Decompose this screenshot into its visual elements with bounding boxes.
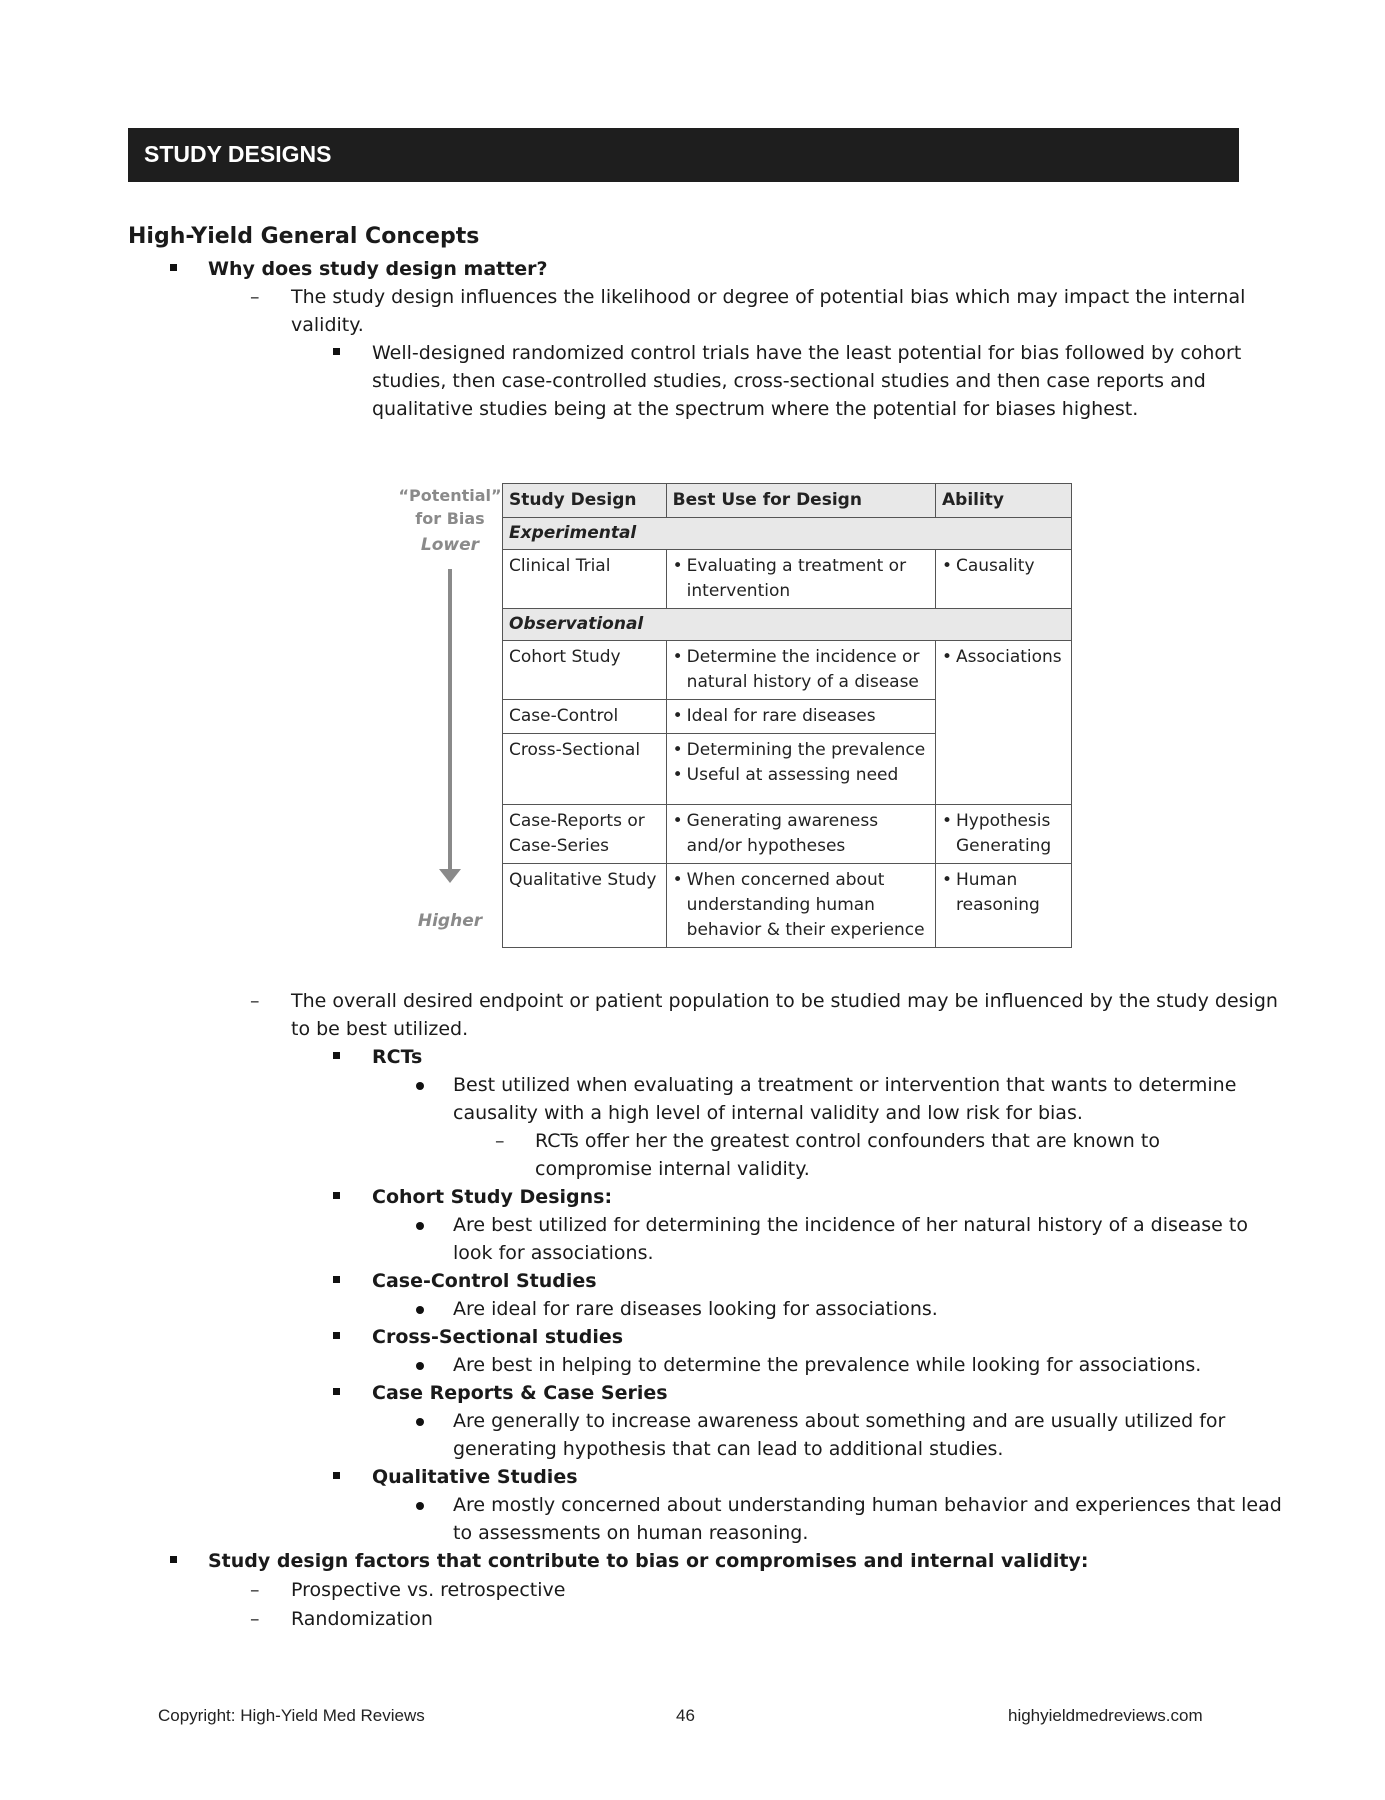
cohort-heading: Cohort Study Designs:: [372, 1186, 613, 1208]
table-header-row: [503, 484, 1072, 518]
design-cell: Cohort Study: [503, 641, 667, 700]
q1-detail-line: studies, then case-controlled studies, cross-sectional studies and then case reports and: [372, 370, 1206, 392]
ability-cell: [936, 550, 1072, 609]
ability-cell: [936, 864, 1072, 948]
bias-scale: [394, 485, 506, 935]
round-bullet-icon: [416, 1418, 424, 1426]
q1-detail-line: Well-designed randomized control trials have the least potential for bias followed by cohort: [372, 342, 1242, 364]
endpoint-line: to be best utilized.: [291, 1018, 469, 1040]
design-cell: Cross-Sectional: [503, 734, 667, 805]
round-bullet-icon: [416, 1362, 424, 1370]
qualitative-text-line: to assessments on human reasoning.: [453, 1522, 809, 1544]
use-text: When concerned about: [686, 870, 885, 890]
round-bullet-icon: [416, 1082, 424, 1090]
casereports-text-line: Are generally to increase awareness about something and are usually utilized for: [453, 1410, 1226, 1432]
square-bullet-icon: [333, 1052, 340, 1059]
cross-heading: Cross-Sectional studies: [372, 1326, 624, 1348]
dash-bullet: –: [250, 1608, 260, 1630]
square-bullet-icon: [333, 1388, 340, 1395]
use-cell: [666, 864, 935, 948]
use-text: • Determining the prevalence: [673, 738, 929, 763]
arrow-down-icon: [439, 869, 461, 883]
round-bullet-icon: [416, 1306, 424, 1314]
use-cell: [666, 550, 935, 609]
ability-text: • Associations: [942, 645, 1065, 670]
q2-heading: Study design factors that contribute to bias or compromises and internal validity:: [208, 1550, 1089, 1572]
ability-text: Generating: [956, 836, 1052, 856]
footer-website: highyieldmedreviews.com: [1008, 1706, 1203, 1725]
dash-bullet: –: [250, 286, 260, 308]
bias-label-line: “Potential”: [398, 486, 502, 505]
use-text: • Useful at assessing need: [673, 763, 929, 788]
bias-arrow-shaft: [448, 569, 452, 871]
subsection-title: High-Yield General Concepts: [128, 224, 480, 249]
casecontrol-text: Are ideal for rare diseases looking for associations.: [453, 1298, 938, 1320]
column-header: Ability: [936, 484, 1072, 518]
casereports-text-line: generating hypothesis that can lead to additional studies.: [453, 1438, 1004, 1460]
use-cell: [666, 734, 935, 805]
group-label-observational: Observational: [503, 609, 1072, 641]
ability-cell: [936, 641, 1072, 805]
use-text: Evaluating a treatment or: [686, 556, 907, 576]
square-bullet-icon: [333, 348, 340, 355]
column-header: Study Design: [503, 484, 667, 518]
design-cell: Clinical Trial: [503, 550, 667, 609]
dash-bullet: –: [250, 990, 260, 1012]
q1-detail-line: qualitative studies being at the spectrum where the potential for biases highest.: [372, 398, 1139, 420]
section-header-title: STUDY DESIGNS: [144, 141, 332, 167]
dash-bullet: –: [250, 1579, 260, 1601]
square-bullet-icon: [333, 1332, 340, 1339]
table-group-row: [503, 518, 1072, 550]
rcts-text-line: causality with a high level of internal validity and low risk for bias.: [453, 1102, 1083, 1124]
section-header-bar: [128, 128, 1239, 182]
use-text: • Ideal for rare diseases: [673, 704, 929, 729]
column-header: Best Use for Design: [666, 484, 935, 518]
use-cell: [666, 641, 935, 700]
factor-item: Prospective vs. retrospective: [291, 1579, 566, 1601]
design-cell: Case-Control: [503, 700, 667, 734]
table-row: [503, 641, 1072, 700]
bias-lower-label: Lower: [420, 535, 480, 555]
rcts-sub-line: RCTs offer her the greatest control confounders that are known to: [535, 1130, 1160, 1152]
square-bullet-icon: [170, 1556, 177, 1563]
ability-cell: [936, 805, 1072, 864]
square-bullet-icon: [170, 264, 177, 271]
design-text: Case-Reports or: [509, 811, 645, 831]
use-text: intervention: [686, 581, 791, 601]
rcts-text-line: Best utilized when evaluating a treatment or intervention that wants to determine: [453, 1074, 1237, 1096]
design-cell: Qualitative Study: [503, 864, 667, 948]
cross-text: Are best in helping to determine the prevalence while looking for associations.: [453, 1354, 1202, 1376]
ability-text: • Causality: [942, 554, 1065, 579]
cohort-text-line: look for associations.: [453, 1242, 654, 1264]
footer-copyright: Copyright: High-Yield Med Reviews: [158, 1706, 425, 1725]
q1-paragraph-line: The study design influences the likelihood or degree of potential bias which may impact the internal: [291, 286, 1246, 308]
table-row: [503, 550, 1072, 609]
footer-page-number: 46: [676, 1706, 695, 1725]
round-bullet-icon: [416, 1222, 424, 1230]
design-text: Case-Series: [509, 836, 610, 856]
bias-higher-label: Higher: [417, 911, 483, 931]
q1-heading: Why does study design matter?: [208, 258, 548, 280]
bias-label-line: for Bias: [415, 509, 485, 528]
use-text: behavior & their experience: [686, 920, 925, 940]
ability-text: Hypothesis: [956, 811, 1051, 831]
square-bullet-icon: [333, 1192, 340, 1199]
round-bullet-icon: [416, 1502, 424, 1510]
rcts-heading: RCTs: [372, 1046, 423, 1068]
qualitative-text-line: Are mostly concerned about understanding human behavior and experiences that lead: [453, 1494, 1282, 1516]
rcts-sub-line: compromise internal validity.: [535, 1158, 810, 1180]
group-label-experimental: Experimental: [503, 518, 1072, 550]
use-text: Determine the incidence or: [686, 647, 920, 667]
use-text: natural history of a disease: [686, 672, 919, 692]
design-cell: [503, 805, 667, 864]
factor-item: Randomization: [291, 1608, 433, 1630]
casecontrol-heading: Case-Control Studies: [372, 1270, 597, 1292]
study-design-table: [502, 483, 1072, 948]
use-text: and/or hypotheses: [686, 836, 846, 856]
use-text: Generating awareness: [686, 811, 879, 831]
casereports-heading: Case Reports & Case Series: [372, 1382, 668, 1404]
square-bullet-icon: [333, 1276, 340, 1283]
qualitative-heading: Qualitative Studies: [372, 1466, 578, 1488]
dash-bullet: –: [495, 1130, 505, 1152]
table-group-row: [503, 609, 1072, 641]
table-row: [503, 864, 1072, 948]
q1-paragraph-line: validity.: [291, 314, 364, 336]
table-row: [503, 805, 1072, 864]
ability-text: Human: [956, 870, 1018, 890]
use-cell: [666, 805, 935, 864]
cohort-text-line: Are best utilized for determining the incidence of her natural history of a disease to: [453, 1214, 1248, 1236]
use-text: understanding human: [686, 895, 875, 915]
square-bullet-icon: [333, 1472, 340, 1479]
ability-text: reasoning: [956, 895, 1040, 915]
use-cell: [666, 700, 935, 734]
endpoint-line: The overall desired endpoint or patient population to be studied may be influenced by the study design: [291, 990, 1278, 1012]
